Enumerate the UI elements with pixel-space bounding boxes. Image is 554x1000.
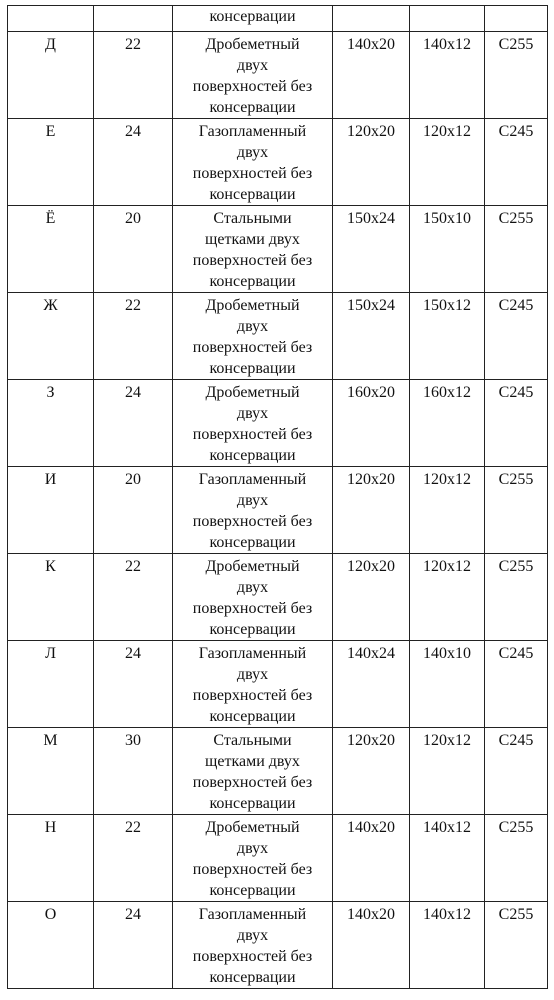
cleaning-method-cell [173, 902, 333, 989]
flange-size-cell: 140х24 [333, 641, 410, 728]
variant-cell: Л [8, 641, 94, 728]
cleaning-method-line: консервации [209, 708, 296, 725]
thickness-cell: 22 [94, 815, 173, 902]
cleaning-method-line: Дробеметный [205, 36, 300, 53]
cleaning-method-line: Дробеметный [205, 384, 300, 401]
cleaning-method-cell [173, 815, 333, 902]
flange-size-cell: 150х24 [333, 206, 410, 293]
steel-grade-cell [485, 6, 548, 32]
thickness-cell: 24 [94, 119, 173, 206]
cleaning-method-line: двух [236, 840, 269, 857]
steel-grade-cell: С245 [485, 641, 548, 728]
web-size-cell: 120х12 [410, 728, 485, 815]
cleaning-method-line: поверхностей без [192, 774, 313, 791]
flange-size-cell: 120х20 [333, 728, 410, 815]
web-size-cell: 140х12 [410, 32, 485, 119]
table-row [8, 728, 548, 815]
cleaning-method-line: поверхностей без [192, 339, 313, 356]
cleaning-method-line: поверхностей без [192, 78, 313, 95]
cleaning-method-line: консервации [209, 447, 296, 464]
variant-cell: И [8, 467, 94, 554]
thickness-cell: 22 [94, 293, 173, 380]
steel-grade-cell: С255 [485, 902, 548, 989]
variant-cell: Е [8, 119, 94, 206]
cleaning-method-cell [173, 641, 333, 728]
steel-grade-cell: С245 [485, 380, 548, 467]
thickness-cell: 20 [94, 206, 173, 293]
variant-cell: Ё [8, 206, 94, 293]
variant-cell: Н [8, 815, 94, 902]
cleaning-method-line: двух [236, 666, 269, 683]
variants-table-body [8, 6, 548, 989]
variant-cell: З [8, 380, 94, 467]
table-row [8, 293, 548, 380]
cleaning-method-line: Газопламенный [198, 906, 307, 923]
cleaning-method-line: Дробеметный [205, 558, 300, 575]
flange-size-cell: 140х20 [333, 32, 410, 119]
variant-cell: Ж [8, 293, 94, 380]
cleaning-method-line: щетками двух [205, 753, 300, 770]
web-size-cell: 140х12 [410, 815, 485, 902]
flange-size-cell [333, 6, 410, 32]
web-size-cell: 150х10 [410, 206, 485, 293]
steel-grade-cell: С255 [485, 206, 548, 293]
web-size-cell [410, 6, 485, 32]
variant-cell [8, 6, 94, 32]
cleaning-method-line: консервации [209, 795, 296, 812]
cleaning-method-line: консервации [209, 273, 296, 290]
table-row [8, 467, 548, 554]
steel-grade-cell: С245 [485, 119, 548, 206]
cleaning-method-line: поверхностей без [192, 861, 313, 878]
flange-size-cell: 140х20 [333, 815, 410, 902]
steel-grade-cell: С255 [485, 32, 548, 119]
thickness-cell: 22 [94, 32, 173, 119]
flange-size-cell: 140х20 [333, 902, 410, 989]
thickness-cell [94, 6, 173, 32]
thickness-cell: 22 [94, 554, 173, 641]
cleaning-method-cell [173, 6, 333, 32]
thickness-cell: 24 [94, 641, 173, 728]
cleaning-method-line: консервации [209, 186, 296, 203]
thickness-cell: 24 [94, 380, 173, 467]
cleaning-method-line: консервации [209, 99, 296, 116]
cleaning-method-line: поверхностей без [192, 948, 313, 965]
cleaning-method-line: двух [236, 405, 269, 422]
cleaning-method-line: консервации [209, 8, 296, 25]
cleaning-method-line: консервации [209, 621, 296, 638]
table-row [8, 206, 548, 293]
flange-size-cell: 120х20 [333, 467, 410, 554]
flange-size-cell: 150х24 [333, 293, 410, 380]
table-row [8, 902, 548, 989]
cleaning-method-line: Газопламенный [198, 645, 307, 662]
cleaning-method-cell [173, 293, 333, 380]
cleaning-method-line: щетками двух [205, 231, 300, 248]
table-row-partial [8, 6, 548, 32]
cleaning-method-line: Дробеметный [205, 297, 300, 314]
cleaning-method-cell [173, 728, 333, 815]
cleaning-method-line: двух [236, 318, 269, 335]
cleaning-method-line: Стальными [213, 210, 292, 227]
cleaning-method-cell [173, 467, 333, 554]
cleaning-method-cell [173, 32, 333, 119]
cleaning-method-line: Дробеметный [205, 819, 300, 836]
cleaning-method-cell [173, 206, 333, 293]
cleaning-method-line: двух [236, 492, 269, 509]
cleaning-method-line: консервации [209, 969, 296, 986]
cleaning-method-cell [173, 380, 333, 467]
cleaning-method-line: Газопламенный [198, 471, 307, 488]
web-size-cell: 120х12 [410, 119, 485, 206]
cleaning-method-line: двух [236, 57, 269, 74]
table-row [8, 815, 548, 902]
web-size-cell: 140х12 [410, 902, 485, 989]
cleaning-method-line: консервации [209, 882, 296, 899]
cleaning-method-line: поверхностей без [192, 426, 313, 443]
table-row [8, 32, 548, 119]
cleaning-method-line: поверхностей без [192, 687, 313, 704]
cleaning-method-cell [173, 119, 333, 206]
steel-grade-cell: С255 [485, 467, 548, 554]
cleaning-method-line: двух [236, 579, 269, 596]
cleaning-method-line: поверхностей без [192, 513, 313, 530]
flange-size-cell: 120х20 [333, 554, 410, 641]
web-size-cell: 150х12 [410, 293, 485, 380]
cleaning-method-line: двух [236, 927, 269, 944]
web-size-cell: 140х10 [410, 641, 485, 728]
cleaning-method-line: Стальными [213, 732, 292, 749]
table-row [8, 119, 548, 206]
thickness-cell: 24 [94, 902, 173, 989]
variant-cell: М [8, 728, 94, 815]
steel-grade-cell: С255 [485, 815, 548, 902]
web-size-cell: 120х12 [410, 467, 485, 554]
variant-cell: О [8, 902, 94, 989]
thickness-cell: 20 [94, 467, 173, 554]
table-row [8, 380, 548, 467]
cleaning-method-line: поверхностей без [192, 165, 313, 182]
variants-table [7, 5, 548, 989]
web-size-cell: 160х12 [410, 380, 485, 467]
steel-grade-cell: С255 [485, 554, 548, 641]
flange-size-cell: 160х20 [333, 380, 410, 467]
thickness-cell: 30 [94, 728, 173, 815]
cleaning-method-line: консервации [209, 360, 296, 377]
cleaning-method-line: поверхностей без [192, 600, 313, 617]
web-size-cell: 120х12 [410, 554, 485, 641]
table-row [8, 641, 548, 728]
table-row [8, 554, 548, 641]
steel-grade-cell: С245 [485, 728, 548, 815]
cleaning-method-line: консервации [209, 534, 296, 551]
cleaning-method-line: поверхностей без [192, 252, 313, 269]
variant-cell: К [8, 554, 94, 641]
cleaning-method-line: Газопламенный [198, 123, 307, 140]
flange-size-cell: 120х20 [333, 119, 410, 206]
cleaning-method-cell [173, 554, 333, 641]
cleaning-method-line: двух [236, 144, 269, 161]
steel-grade-cell: С245 [485, 293, 548, 380]
variant-cell: Д [8, 32, 94, 119]
